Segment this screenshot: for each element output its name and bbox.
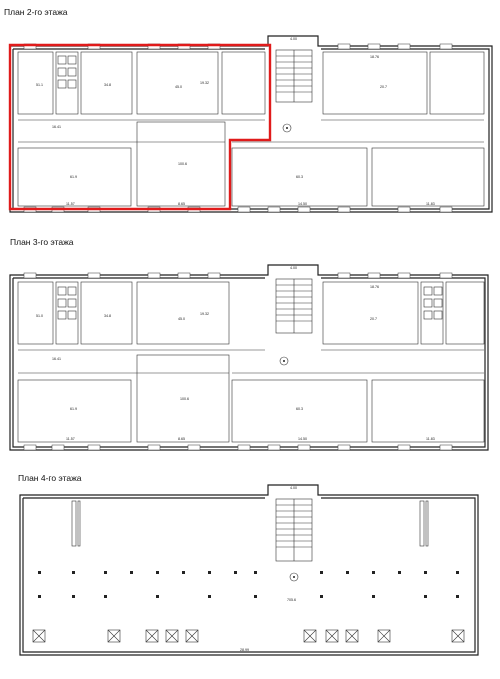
room-label: 11.57 <box>66 437 75 441</box>
room-label: 51.1 <box>36 83 43 87</box>
floor-2-plan <box>0 0 500 225</box>
room-label: 18.76 <box>370 55 379 59</box>
room-label: 4.00 <box>290 266 297 270</box>
room-label: 34.8 <box>104 314 111 318</box>
room-label: 100.6 <box>178 162 187 166</box>
room-label: 28.99 <box>240 648 249 652</box>
room-label: 11.57 <box>66 202 75 206</box>
room-label: 51.0 <box>36 314 43 318</box>
toilet-cubicles-left <box>58 287 76 319</box>
room-label: 100.6 <box>180 397 189 401</box>
room-label: 18.76 <box>370 285 379 289</box>
stairwell-floor-3 <box>276 279 312 365</box>
room-label: 16.41 <box>52 357 61 361</box>
room-label: 60.3 <box>296 407 303 411</box>
floor-4-plan <box>0 455 500 679</box>
room-label: 8.65 <box>178 437 185 441</box>
room-label: 20.7 <box>380 85 387 89</box>
attic-pillars-left <box>72 501 428 546</box>
room-label: 14.50 <box>298 202 307 206</box>
toilet-cubicles-right <box>424 287 442 319</box>
highlighted-area-outline <box>10 45 270 209</box>
room-label: 16.41 <box>52 125 61 129</box>
room-label: 34.8 <box>104 83 111 87</box>
ventilation-shafts <box>33 630 464 642</box>
floor-3-title: План 3-го этажа <box>10 237 74 247</box>
room-label: 45.0 <box>178 317 185 321</box>
room-label: 14.50 <box>298 437 307 441</box>
room-label: 61.9 <box>70 175 77 179</box>
room-label: 61.9 <box>70 407 77 411</box>
room-label: 8.65 <box>178 202 185 206</box>
room-label: 705.6 <box>287 598 296 602</box>
room-label: 45.0 <box>175 85 182 89</box>
room-label: 11.83 <box>426 202 435 206</box>
column-markers-row1 <box>38 571 459 574</box>
floor-2-title: План 2-го этажа <box>4 7 68 17</box>
floor-4-title: План 4-го этажа <box>18 473 82 483</box>
room-label: 4.00 <box>290 486 297 490</box>
stairwell-floor-2 <box>276 50 312 132</box>
column-markers-row2 <box>38 595 459 598</box>
room-label: 11.83 <box>426 437 435 441</box>
room-label: 19.32 <box>200 81 209 85</box>
dimension-label: 4.00 <box>290 37 297 41</box>
room-label: 19.32 <box>200 312 209 316</box>
stairwell-floor-4 <box>276 499 312 581</box>
toilet-cubicles <box>58 56 76 88</box>
floor-3-plan <box>0 225 500 455</box>
room-label: 20.7 <box>370 317 377 321</box>
room-label: 60.3 <box>296 175 303 179</box>
